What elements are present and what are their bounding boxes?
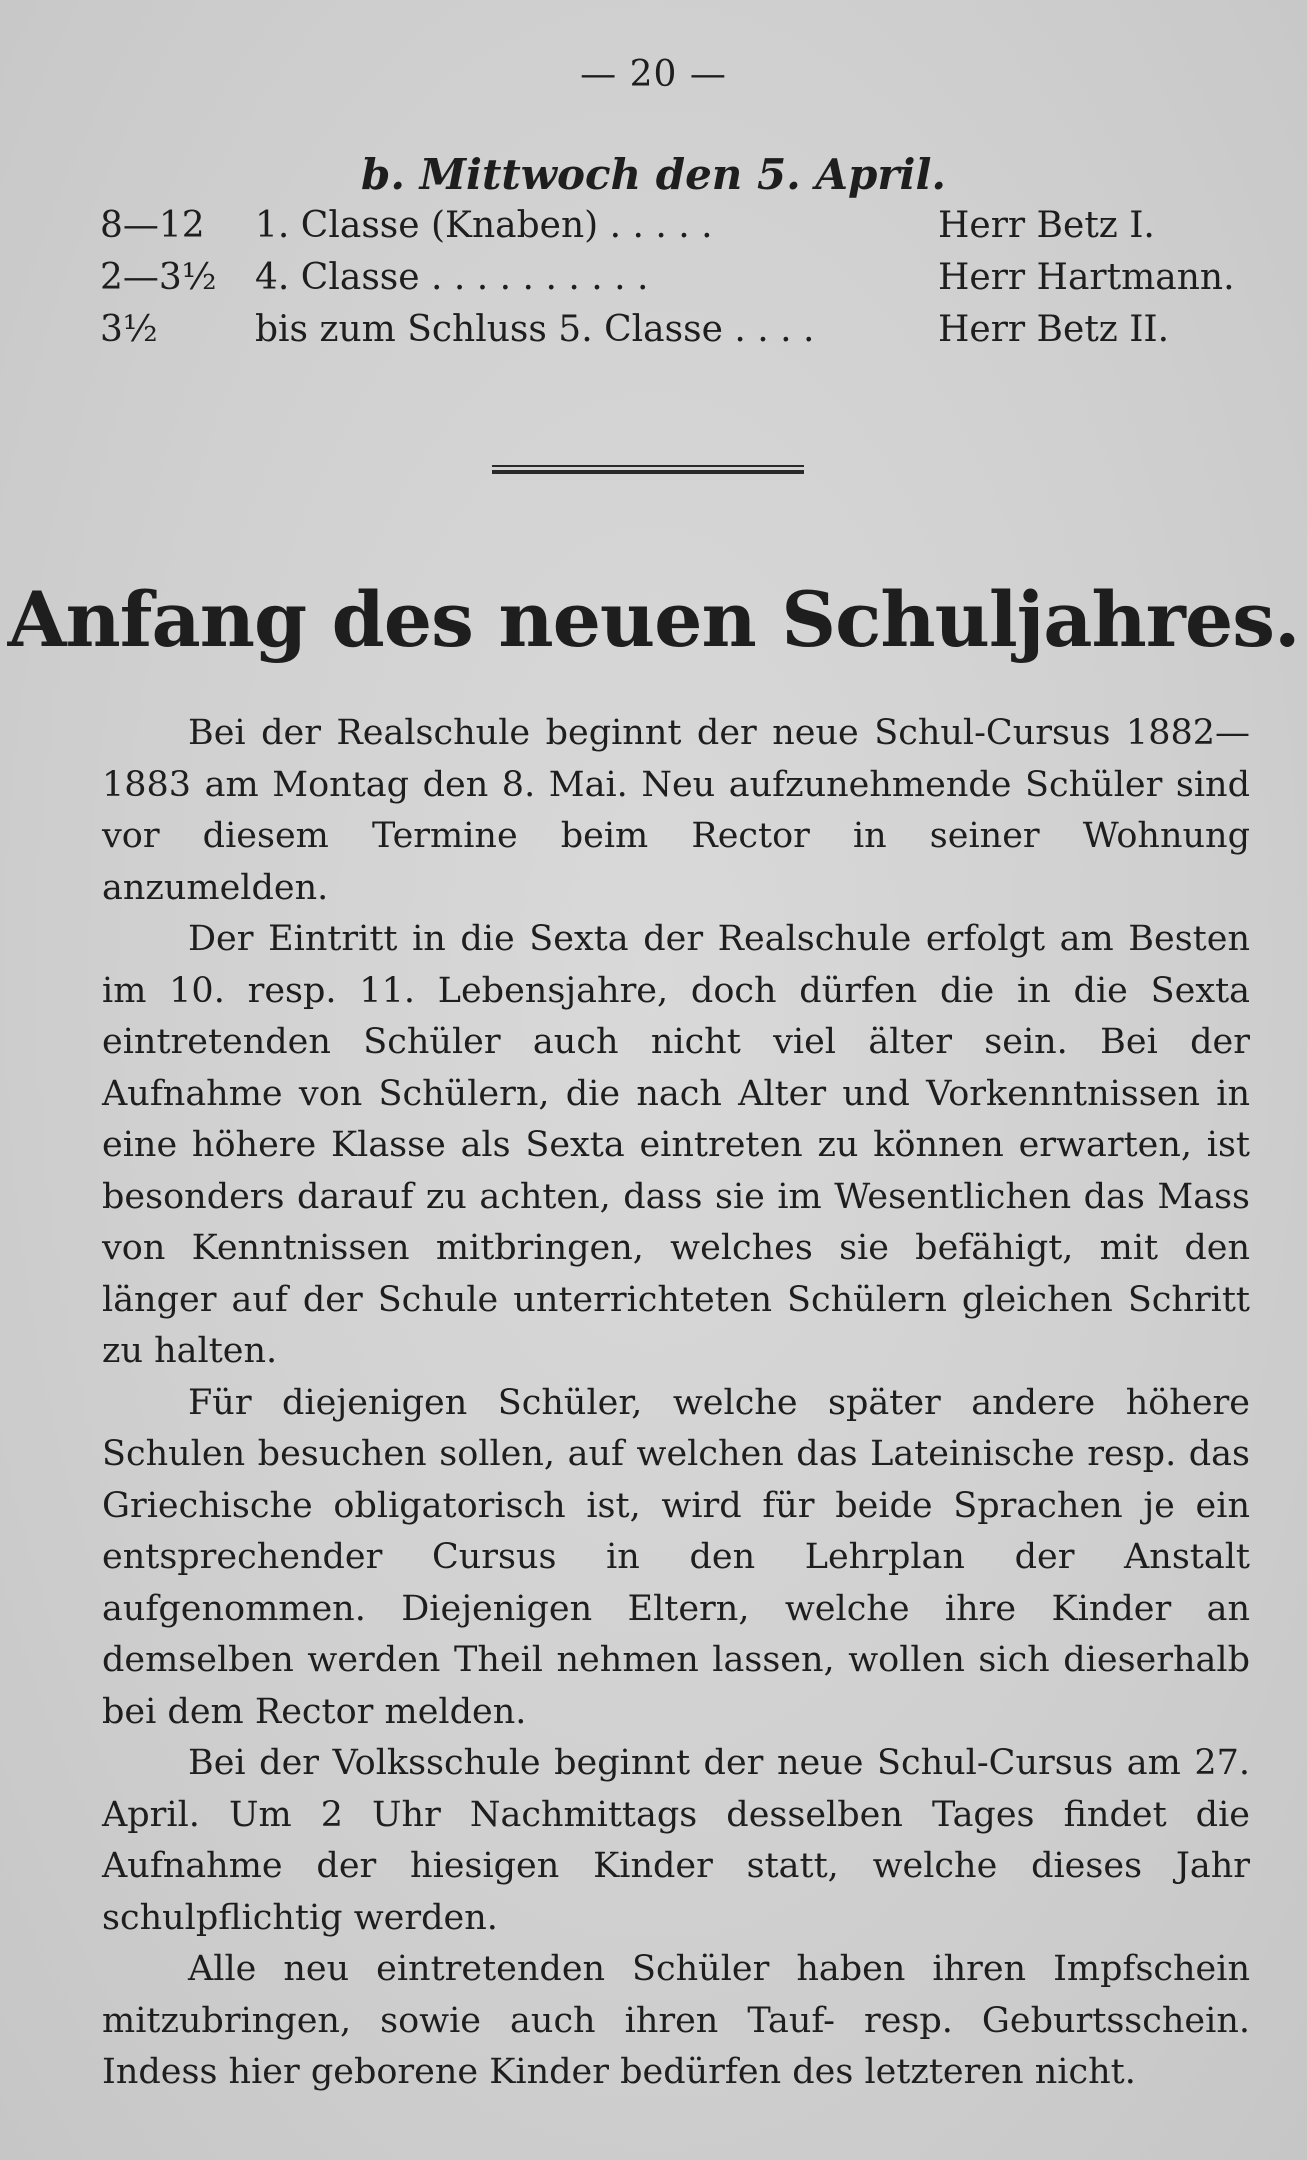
- schedule-time: 8—12: [100, 205, 205, 246]
- paragraph: Für diejenigen Schüler, welche später andere höhere Schulen besuchen sollen, auf welchen das Lateinische resp. das Griechische obligatorisch ist, wird für beide Sprachen je ein entsprechender Cursus in den Lehrplan der Anstalt aufgenommen. Diejenigen Eltern, welche ihre Kinder an demselben werden Theil nehmen lassen, wollen sich dieserhalb bei dem Rector melden.: [102, 1382, 1250, 1732]
- paragraph: Der Eintritt in die Sexta der Realschule erfolgt am Besten im 10. resp. 11. Lebensjahre, doch dürfen die in die Sexta eintretenden Schüler auch nicht viel älter sein. Bei der Aufnahme von Schülern, die nach Alter und Vorkenntnissen in eine höhere Klasse als Sexta eintreten zu können erwarten, ist besonders darauf zu achten, dass sie im Wesentlichen das Mass von Kenntnissen mitbringen, welches sie befähigt, mit den länger auf der Schule unterrichteten Schülern gleichen Schritt zu halten.: [102, 919, 1250, 1371]
- divider-thin-line: [492, 465, 804, 467]
- double-rule-divider: [492, 465, 804, 475]
- page-number: — 20 —: [580, 54, 727, 95]
- schedule-list: [100, 200, 1260, 356]
- paragraph: Alle neu eintretenden Schüler haben ihren Impfschein mitzubringen, sowie auch ihren Tauf- resp. Geburtsschein. Indess hier geborene Kinder bedürfen des letzteren nicht.: [102, 1949, 1250, 2092]
- schedule-class: 1. Classe (Knaben) . . . . .: [255, 205, 713, 246]
- schedule-time: 3½: [100, 309, 158, 350]
- schedule-row: [100, 200, 1260, 252]
- divider-thick-line: [492, 470, 804, 474]
- schedule-row: [100, 304, 1260, 356]
- schedule-teacher: Herr Hartmann.: [938, 257, 1235, 298]
- schedule-class: bis zum Schluss 5. Classe . . . .: [255, 309, 815, 350]
- schedule-row: [100, 252, 1260, 304]
- schedule-time: 2—3½: [100, 257, 217, 298]
- schedule-teacher: Herr Betz I.: [938, 205, 1155, 246]
- schedule-class: 4. Classe . . . . . . . . . .: [255, 257, 649, 298]
- paragraph: Bei der Realschule beginnt der neue Schul-Cursus 1882—1883 am Montag den 8. Mai. Neu aufzunehmende Schüler sind vor diesem Termine beim Rector in seiner Wohnung anzumelden.: [102, 713, 1250, 908]
- article-body: [102, 708, 1250, 2099]
- article-title: Anfang des neuen Schuljahres.: [7, 575, 1300, 664]
- paragraph: Bei der Volksschule beginnt der neue Schul-Cursus am 27. April. Um 2 Uhr Nachmittags desselben Tages findet die Aufnahme der hiesigen Kinder statt, welche dieses Jahr schulpflichtig werden.: [102, 1743, 1250, 1938]
- section-heading: b. Mittwoch den 5. April.: [360, 150, 947, 199]
- schedule-teacher: Herr Betz II.: [938, 309, 1170, 350]
